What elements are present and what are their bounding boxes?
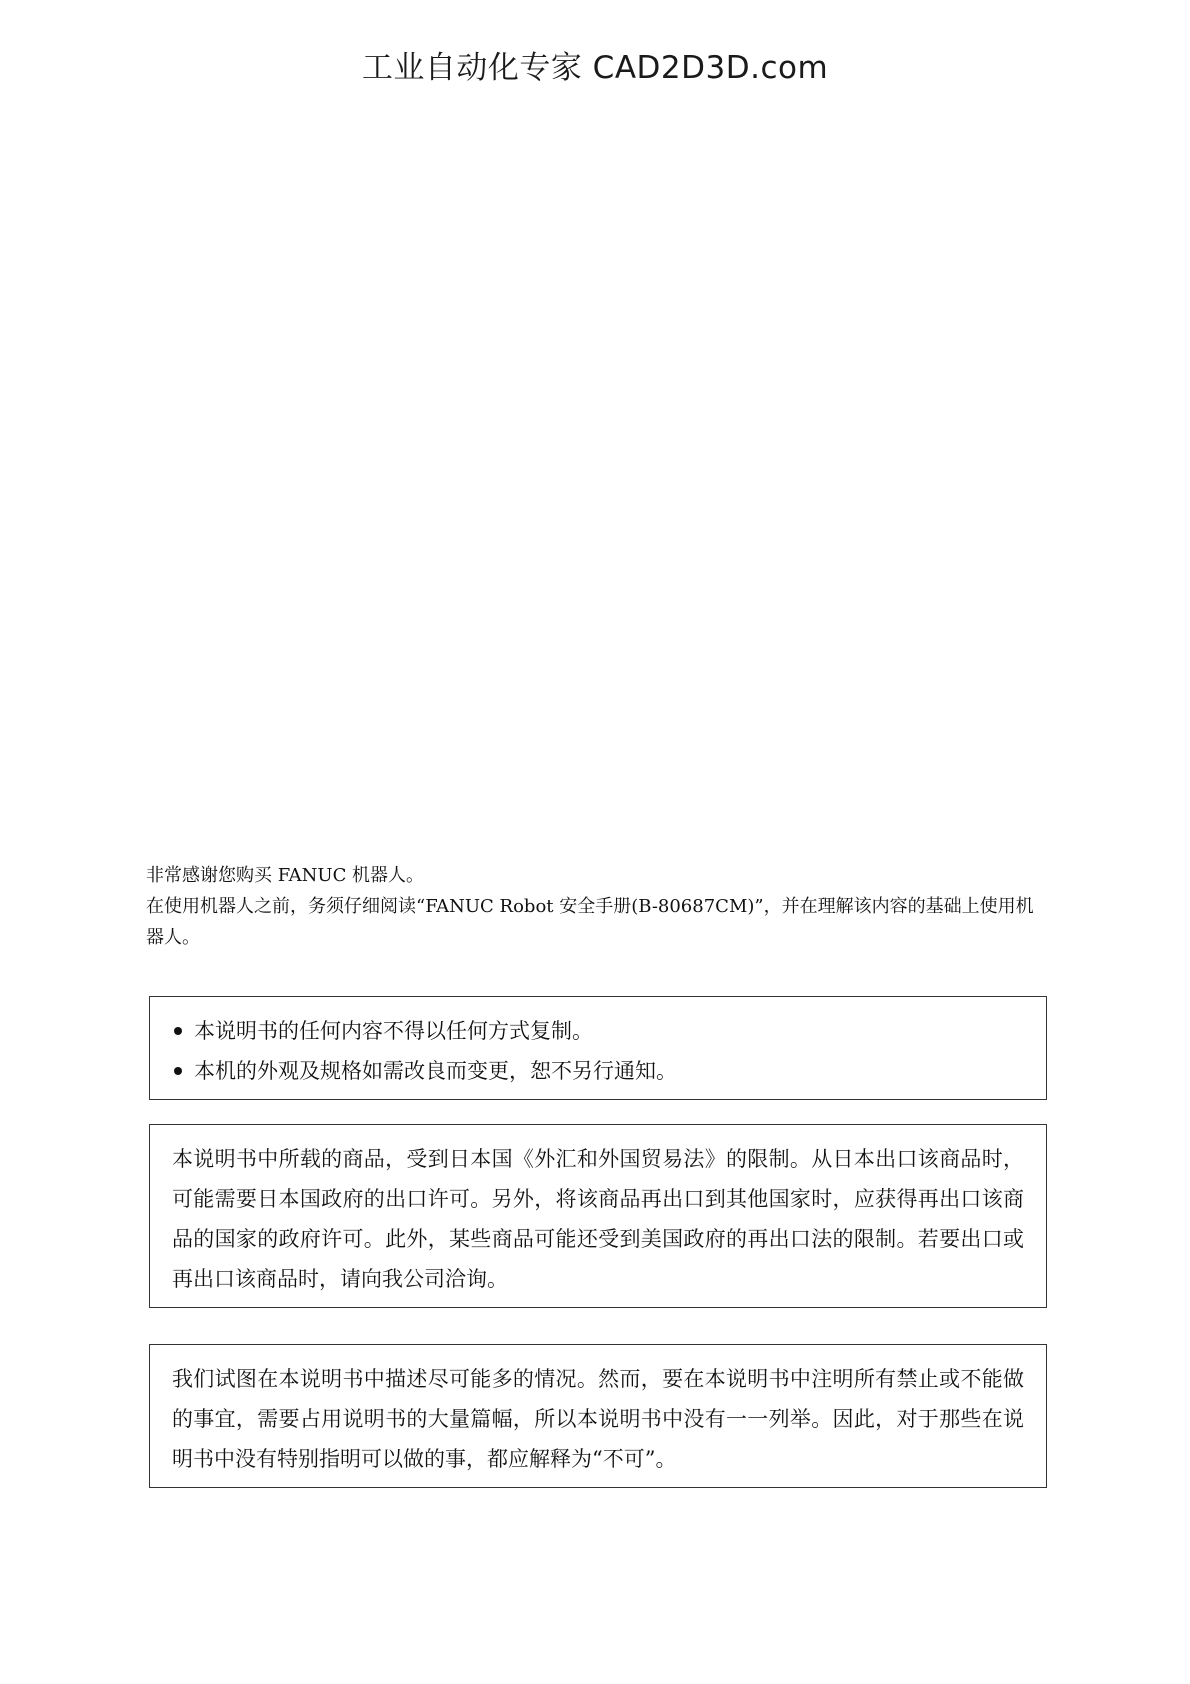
intro-safety-instruction: 在使用机器人之前，务须仔细阅读“FANUC Robot 安全手册(B-80687CM)”，并在理解该内容的基础上使用机器人。: [146, 896, 1034, 948]
bullet-icon: [174, 1027, 182, 1035]
notice-item: [172, 1011, 1024, 1051]
export-restriction-box: [149, 1124, 1047, 1308]
watermark-header: 工业自动化专家 CAD2D3D.com: [361, 50, 829, 86]
export-restriction-text: 本说明书中所载的商品，受到日本国《外汇和外国贸易法》的限制。从日本出口该商品时，可能需要日本国政府的出口许可。另外，将该商品再出口到其他国家时，应获得再出口该商品的国家的政府许可。此外，某些商品可能还受到美国政府的再出口法的限制。若要出口或再出口该商品时，请向我公司洽询。: [172, 1147, 1024, 1291]
intro-thanks: 非常感谢您购买 FANUC 机器人。: [146, 865, 425, 886]
notice-item-text: 本说明书的任何内容不得以任何方式复制。: [194, 1019, 593, 1043]
notice-list: [172, 1011, 1024, 1091]
scope-disclaimer-text: 我们试图在本说明书中描述尽可能多的情况。然而，要在本说明书中注明所有禁止或不能做的事宜，需要占用说明书的大量篇幅，所以本说明书中没有一一列举。因此，对于那些在说明书中没有特别指明可以做的事，都应解释为“不可”。: [172, 1367, 1024, 1471]
scope-disclaimer-box: [149, 1344, 1047, 1488]
bullet-icon: [174, 1067, 182, 1075]
intro-section: [146, 860, 1050, 953]
notice-item-text: 本机的外观及规格如需改良而变更，恕不另行通知。: [194, 1059, 677, 1083]
notice-item: [172, 1051, 1024, 1091]
notice-box: [149, 996, 1047, 1100]
